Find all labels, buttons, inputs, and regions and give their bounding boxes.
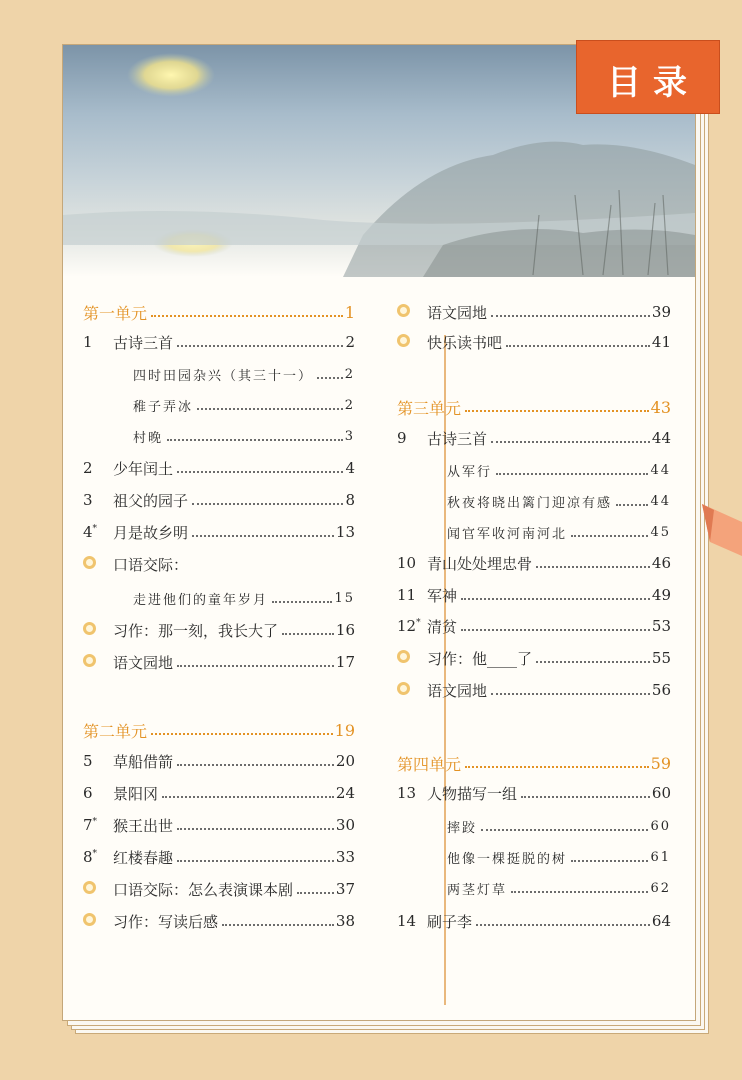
entry-title: 摔跤 [447,820,478,836]
page-number: 38 [335,912,355,930]
toc-entry[interactable] [83,649,355,675]
page-number: 64 [651,912,671,930]
circle-bullet-icon [397,304,410,317]
leader-dots [465,766,649,768]
leader-dots [162,796,334,798]
leader-dots [167,439,343,441]
circle-bullet-icon [397,650,410,663]
leader-dots [506,345,650,347]
circle-bullet-icon [397,334,410,347]
lesson-number: 13 [397,784,417,802]
toc-subentry[interactable] [447,875,671,901]
leader-dots [491,693,650,695]
entry-title: 口语交际：怎么表演课本剧 [113,880,294,899]
leader-dots [511,891,648,893]
leader-dots [177,471,343,473]
page-number: 3 [344,428,355,444]
lesson-number: 14 [397,912,417,930]
toc-subentry[interactable] [447,457,671,483]
page-number: 19 [334,720,355,740]
leader-dots [521,796,650,798]
entry-title: 第四单元 [397,754,462,774]
leader-dots [571,860,648,862]
page-number: 1 [344,302,355,322]
page-number: 2 [344,366,355,382]
entry-title: 闻官军收河南河北 [447,526,568,542]
page-number: 55 [651,649,671,667]
toc-title: 目录 [607,63,699,103]
page-number: 60 [650,818,671,834]
page-number: 59 [650,753,671,773]
toc-entry[interactable] [83,908,355,934]
lesson-number: 3 [83,491,93,509]
circle-bullet-icon [83,881,96,894]
unit-heading[interactable] [397,750,671,776]
page-number: 53 [651,617,671,635]
entry-title: 秋夜将晓出篱门迎凉有感 [447,495,613,511]
toc-entry[interactable] [83,455,355,481]
leader-dots [151,733,333,735]
entry-title: 快乐读书吧 [427,333,503,352]
lesson-number: 7* [83,816,98,834]
leader-dots [616,504,648,506]
page-number: 13 [335,523,355,541]
toc-subentry[interactable] [447,813,671,839]
entry-title: 古诗三首 [113,333,174,352]
bullet-wrap [397,649,427,667]
page-number: 24 [335,784,355,802]
toc-subentry[interactable] [133,423,355,449]
page-number: 45 [650,524,671,540]
page-number: 44 [651,429,671,447]
entry-title: 语文园地 [427,681,488,700]
toc-entry[interactable] [397,299,671,325]
leader-dots [197,408,343,410]
toc-entry[interactable] [397,329,671,355]
entry-title: 古诗三首 [427,429,488,448]
entry-title: 刷子李 [427,912,473,931]
leader-dots [461,598,650,600]
toc-subentry[interactable] [447,519,671,545]
toc-entry[interactable] [397,645,671,671]
page-number: 2 [345,333,355,351]
lesson-number: 2 [83,459,93,477]
page-number: 61 [650,849,671,865]
toc-entry[interactable] [83,780,355,806]
toc-entry[interactable] [397,425,671,451]
entry-title: 景阳冈 [113,784,159,803]
unit-heading[interactable] [83,299,355,325]
page-number: 46 [651,554,671,572]
leader-dots [465,410,649,412]
page-number: 44 [650,462,671,478]
leader-dots [192,535,334,537]
entry-title: 第一单元 [83,303,148,323]
leader-dots [461,629,650,631]
leader-dots [496,473,648,475]
bookmark-ribbon [696,500,742,556]
leader-dots [222,924,334,926]
page-number: 37 [335,880,355,898]
page-number: 33 [335,848,355,866]
entry-title: 从军行 [447,464,493,480]
toc-entry[interactable] [83,748,355,774]
page-number: 20 [335,752,355,770]
circle-bullet-icon [83,622,96,635]
toc-entry[interactable] [83,812,355,838]
page-number: 49 [651,586,671,604]
entry-title: 语文园地 [113,653,174,672]
entry-title: 口语交际： [113,555,189,574]
page-number: 41 [651,333,671,351]
leader-dots [491,441,650,443]
page-number: 43 [650,397,671,417]
lesson-number: 6 [83,784,93,802]
entry-title: 军神 [427,586,458,605]
leader-dots [476,924,650,926]
leader-dots [177,665,334,667]
lesson-number: 11 [397,586,417,604]
page-number: 4 [345,459,355,477]
entry-title: 青山处处埋忠骨 [427,554,533,573]
lesson-number: 9 [397,429,407,447]
entry-title: 第三单元 [397,398,462,418]
leader-dots [536,661,650,663]
lesson-number: 12* [397,617,421,635]
bullet-wrap [397,333,427,351]
page-number: 2 [344,397,355,413]
entry-title: 习作：写读后感 [113,912,219,931]
toc-entry[interactable] [83,487,355,513]
toc-entry[interactable] [397,780,671,806]
leader-dots [177,345,343,347]
entry-title: 祖父的园子 [113,491,189,510]
toc-entry[interactable] [83,844,355,870]
lesson-number: 5 [83,752,93,770]
bullet-wrap [83,880,113,898]
lesson-number: 1 [83,333,93,351]
lesson-number: 8* [83,848,98,866]
unit-heading[interactable] [83,717,355,743]
toc-entry[interactable] [83,329,355,355]
circle-bullet-icon [397,682,410,695]
toc-subentry[interactable] [133,585,355,611]
unit-heading[interactable] [397,394,671,420]
toc-subentry[interactable] [447,488,671,514]
leader-dots [192,503,343,505]
entry-title: 红楼春趣 [113,848,174,867]
leader-dots [177,764,334,766]
entry-title: 习作：他____了 [427,649,533,668]
toc-entry[interactable] [397,908,671,934]
toc-entry[interactable] [397,677,671,703]
toc-entry[interactable] [83,519,355,545]
entry-title: 第二单元 [83,721,148,741]
leader-dots [151,315,343,317]
entry-title: 他像一棵挺脱的树 [447,851,568,867]
leader-dots [297,892,334,894]
leader-dots [317,377,343,379]
bullet-wrap [83,621,113,639]
circle-bullet-icon [83,913,96,926]
toc-subentry[interactable] [133,392,355,418]
leader-dots [272,601,332,603]
entry-title: 猴王出世 [113,816,174,835]
entry-title: 清贫 [427,617,458,636]
leader-dots [282,633,334,635]
toc-entry[interactable] [83,551,355,577]
entry-title: 草船借箭 [113,752,174,771]
bullet-wrap [83,555,113,573]
entry-title: 习作：那一刻，我长大了 [113,621,279,640]
page-number: 30 [335,816,355,834]
entry-title: 四时田园杂兴（其三十一） [133,368,314,384]
entry-title: 稚子弄冰 [133,399,194,415]
bullet-wrap [397,303,427,321]
entry-title: 村晚 [133,430,164,446]
page-number: 62 [650,880,671,896]
page-number: 8 [345,491,355,509]
toc-entry[interactable] [397,550,671,576]
entry-title: 人物描写一组 [427,784,518,803]
toc-subentry[interactable] [447,844,671,870]
lesson-number: 10 [397,554,417,572]
entry-title: 两茎灯草 [447,882,508,898]
page-number: 16 [335,621,355,639]
leader-dots [177,860,334,862]
page-number: 44 [650,493,671,509]
toc-subentry[interactable] [133,361,355,387]
toc-entry[interactable] [397,582,671,608]
leader-dots [571,535,648,537]
page-number: 15 [334,590,355,606]
circle-bullet-icon [83,556,96,569]
leader-dots [536,566,650,568]
circle-bullet-icon [83,654,96,667]
entry-title: 走进他们的童年岁月 [133,592,269,608]
entry-title: 少年闰土 [113,459,174,478]
toc-entry[interactable] [397,613,671,639]
bullet-wrap [397,681,427,699]
page-number: 60 [651,784,671,802]
leader-dots [491,315,650,317]
leader-dots [481,829,648,831]
bullet-wrap [83,912,113,930]
bullet-wrap [83,653,113,671]
toc-page [62,44,696,1021]
page-number: 56 [651,681,671,699]
lesson-number: 4* [83,523,98,541]
toc-entry[interactable] [83,617,355,643]
page-number: 39 [651,303,671,321]
leader-dots [177,828,334,830]
page-number: 17 [335,653,355,671]
toc-entry[interactable] [83,876,355,902]
entry-title: 月是故乡明 [113,523,189,542]
toc-title-tab [576,40,720,114]
entry-title: 语文园地 [427,303,488,322]
